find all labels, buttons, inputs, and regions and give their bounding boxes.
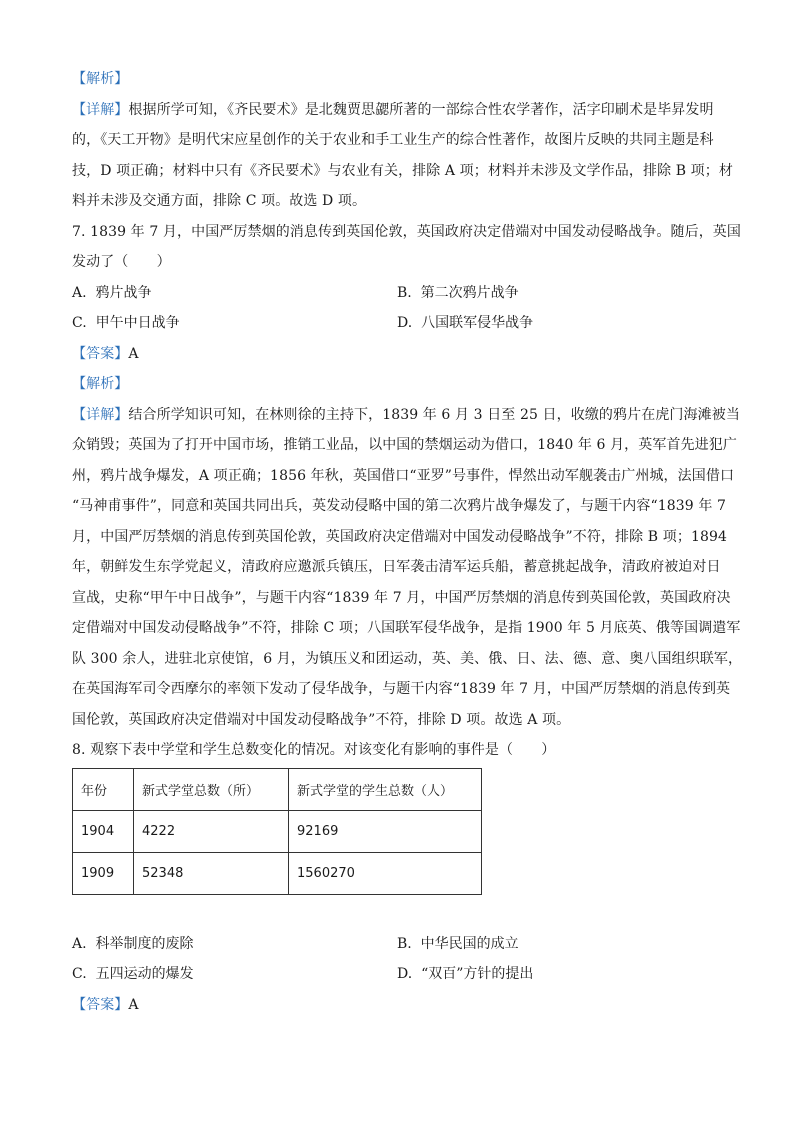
table-cell: 52348 [134, 852, 289, 894]
table-header-cell: 新式学堂总数（所） [134, 768, 289, 810]
document-page [72, 64, 743, 1020]
q7-stem: 7. 1839 年 7 月，中国严厉禁烟的消息传到英国伦敦，英国政府决定借端对中国发动侵略战争。随后，英国 [72, 223, 741, 240]
q8-option-b: B. 中华民国的成立 [397, 935, 519, 952]
table-cell: 1909 [73, 852, 134, 894]
q7-options-row [72, 308, 722, 339]
q6-detail-line: 料并未涉及交通方面，排除 C 项。故选 D 项。 [72, 193, 367, 209]
table-header-row [73, 768, 482, 810]
q7-detail-line: 年，朝鲜发生东学党起义，清政府应邀派兵镇压，日军袭击清军运兵船，蓄意挑起战争，清政府被迫对日 [72, 559, 721, 575]
q7-option-a: A. 鸦片战争 [72, 284, 152, 301]
detail-tag: 【详解】 [72, 101, 129, 118]
q8-option-d: D. “双百”方针的提出 [397, 966, 534, 982]
q7-stem: 发动了（ ） [72, 254, 171, 270]
q7-options-row [72, 278, 722, 309]
analysis-tag: 【解析】 [72, 376, 129, 392]
table-cell: 1904 [73, 810, 134, 852]
q6-detail-line: 技，D 项正确；材料中只有《齐民要术》与农业有关，排除 A 项；材料并未涉及文学作品，排除 B 项；材 [72, 162, 733, 179]
q8-option-c: C. 五四运动的爆发 [72, 966, 194, 982]
q7-detail-line: 月，中国严厉禁烟的消息传到英国伦敦，英国政府决定借端对中国发动侵略战争”不符，排除 B 项；1894 [72, 528, 727, 545]
q6-detail-line: 的，《天工开物》是明代宋应星创作的关于农业和手工业生产的综合性著作，故图片反映的共同主题是科 [72, 132, 714, 148]
school-stats-table [72, 768, 482, 895]
q7-option-d: D. 八国联军侵华战争 [397, 315, 534, 331]
table-cell: 92169 [289, 810, 482, 852]
answer-tag: 【答案】 [72, 996, 129, 1013]
q7-detail-line: 众销毁；英国为了打开中国市场，推销工业品，以中国的禁烟运动为借口，1840 年 6 月，英军首先进犯广 [72, 437, 737, 453]
answer-tag: 【答案】 [72, 345, 129, 362]
q7-detail-line: 队 300 余人，进驻北京使馆，6 月，为镇压义和团运动，英、美、俄、日、法、德、意、奥八国组织联军， [72, 650, 743, 667]
q7-detail-line: 【详解】结合所学知识可知，在林则徐的主持下，1839 年 6 月 3 日至 25 日，收缴的鸦片在虎门海滩被当 [72, 406, 740, 423]
q8-options-row [72, 929, 722, 960]
q7-detail-line: 国伦敦，英国政府决定借端对中国发动侵略战争”不符，排除 D 项。故选 A 项。 [72, 711, 571, 728]
table-cell: 4222 [134, 810, 289, 852]
q8-answer: 【答案】A [72, 996, 139, 1013]
q7-option-b: B. 第二次鸦片战争 [397, 284, 519, 301]
q7-detail-line: 州，鸦片战争爆发，A 项正确；1856 年秋，英国借口“亚罗”号事件，悍然出动军舰袭击广州城，法国借口 [72, 467, 735, 484]
q7-detail-line: 在英国海军司令西摩尔的率领下发动了侵华战争，与题干内容“1839 年 7 月，中国严厉禁烟的消息传到英 [72, 681, 731, 697]
q8-option-a: A. 科举制度的废除 [72, 935, 194, 952]
analysis-heading [72, 369, 722, 400]
q7-detail-line: “马神甫事件”，同意和英国共同出兵，英发动侵略中国的第二次鸦片战争爆发了，与题干内容“1839 年 7 [72, 498, 727, 514]
table-header-cell: 年份 [73, 768, 134, 810]
detail-tag: 【详解】 [72, 406, 129, 423]
q8-options-row [72, 959, 722, 990]
table-row [73, 852, 482, 894]
q8-stem: 8. 观察下表中学堂和学生总数变化的情况。对该变化有影响的事件是（ ） [72, 742, 556, 758]
q7-detail-line: 定借端对中国发动侵略战争”不符，排除 C 项；八国联军侵华战争，是指 1900 年 5 月底英、俄等国调遣军 [72, 620, 741, 636]
table-cell: 1560270 [289, 852, 482, 894]
analysis-tag: 【解析】 [72, 71, 129, 87]
table-row [73, 810, 482, 852]
table-header-cell: 新式学堂的学生总数（人） [289, 768, 482, 810]
q7-answer: 【答案】A [72, 345, 139, 362]
q7-option-c: C. 甲午中日战争 [72, 315, 180, 331]
q7-detail-line: 宣战，史称“甲午中日战争”，与题干内容“1839 年 7 月，中国严厉禁烟的消息传到英国伦敦，英国政府决 [72, 589, 731, 606]
analysis-heading [72, 64, 722, 95]
q6-detail-line: 【详解】根据所学可知，《齐民要术》是北魏贾思勰所著的一部综合性农学著作，活字印刷术是毕昇发明 [72, 101, 714, 118]
